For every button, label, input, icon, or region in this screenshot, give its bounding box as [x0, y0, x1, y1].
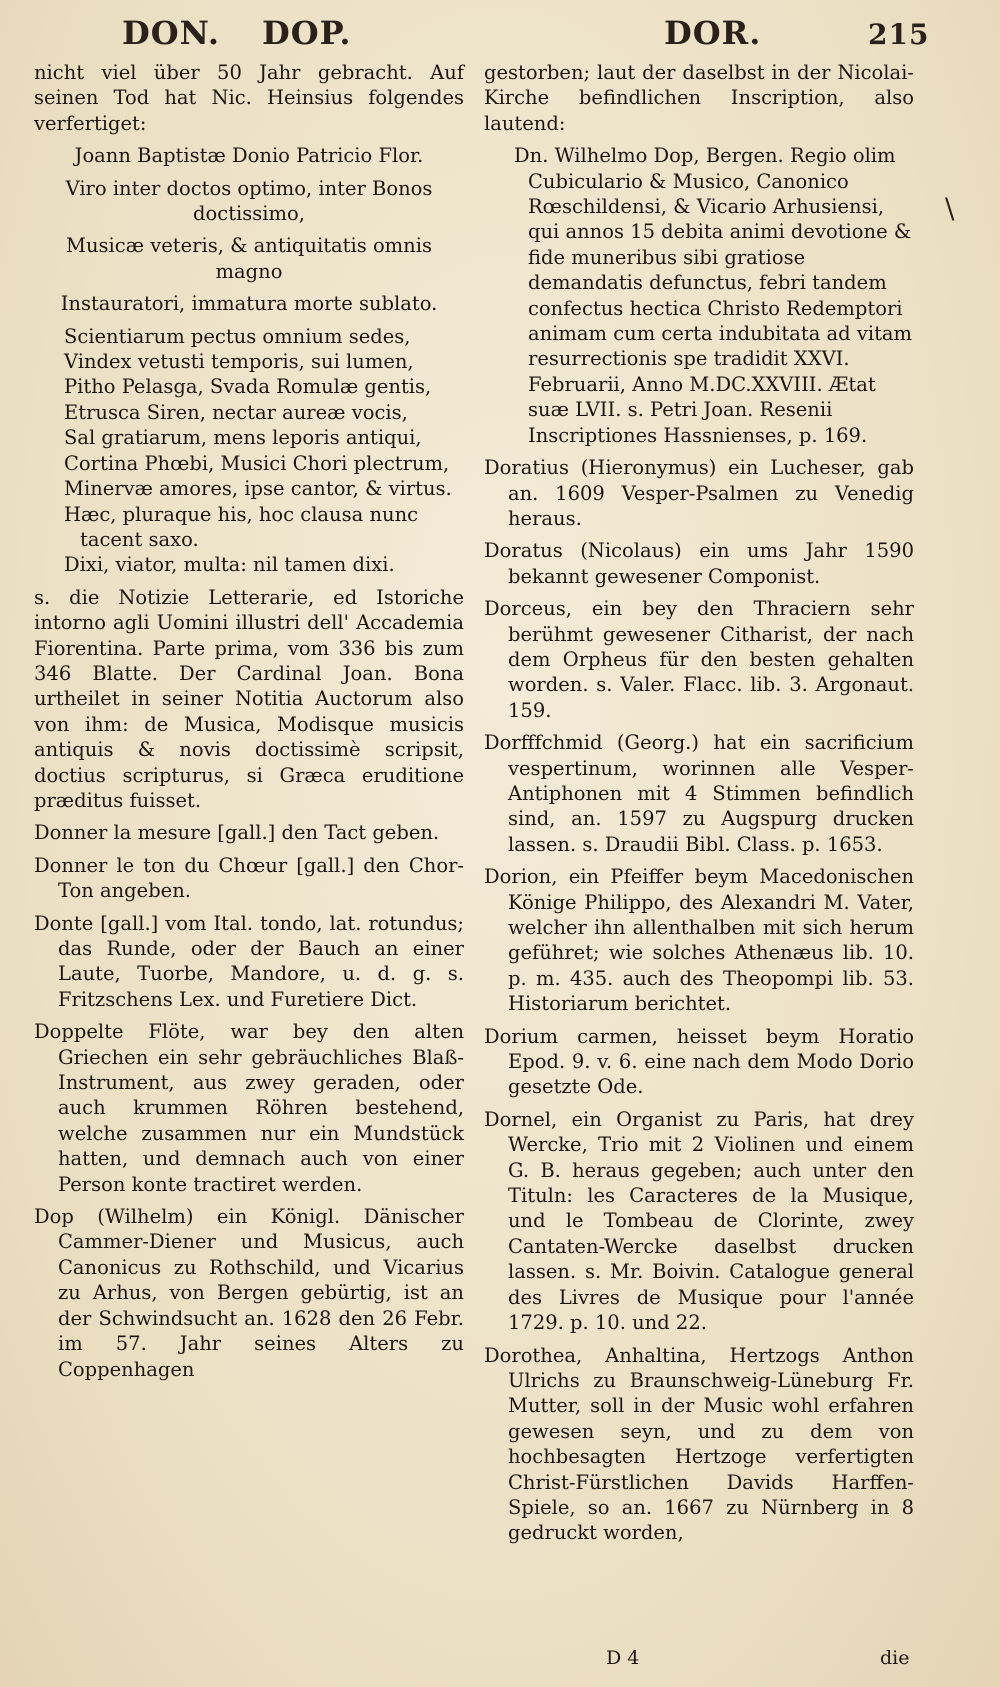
header-left-word-2: DOP.	[262, 14, 352, 52]
dictionary-entry: Dornel, ein Organist zu Paris, hat drey Wercke, Trio mit 2 Violinen und einem G. B. heraus gegeben; auch unter den Tituln: les Caracteres de la Musique, und le Tombeau de Clorinte, zwey Cantaten-Wercke daselbst drucken lassen. s. Mr. Boivin. Catalogue general des Livres de Musique pour l'année 1729. p. 10. und 22.	[484, 1107, 914, 1335]
verse-line: Vindex vetusti temporis, sui lumen,	[64, 350, 414, 374]
dedication-line: Musicæ veteris, & antiquitatis omnis magno	[66, 234, 432, 283]
verse-line: Sal gratiarum, mens leporis antiqui,	[64, 426, 422, 450]
dictionary-entry: Doratius (Hieronymus) ein Lucheser, gab an. 1609 Vesper-Psalmen zu Venedig heraus.	[484, 456, 914, 530]
text-paragraph: nicht viel über 50 Jahr gebracht. Auf seinen Tod hat Nic. Heinsius folgendes verfertiget:	[34, 61, 464, 135]
verse-block	[34, 324, 464, 578]
text-paragraph: gestorben; laut der daselbst in der Nicolai-Kirche befindlichen Inscription, also lautend:	[484, 61, 914, 135]
left-column	[34, 60, 464, 1389]
page-number: 215	[868, 18, 930, 51]
catchword: die	[880, 1647, 910, 1669]
verse-line: Etrusca Siren, nectar aureæ vocis,	[64, 400, 408, 424]
dictionary-entry: Dorceus, ein bey den Thraciern sehr berühmt gewesener Citharist, der nach dem Orpheus für den besten gehalten worden. s. Valer. Flacc. lib. 3. Argonaut. 159.	[484, 597, 914, 722]
margin-mark: \	[945, 192, 955, 225]
verse-line: Scientiarum pectus omnium sedes,	[64, 324, 411, 348]
dictionary-entry: Doppelte Flöte, war bey den alten Griechen ein sehr gebräuchliches Blaß-Instrument, aus zwey geraden, oder auch krummen Röhren bestehend, welche zusammen nur ein Mundstück hatten, und demnach auch von einer Person konte tractiret werden.	[34, 1020, 464, 1196]
right-column	[484, 60, 914, 1553]
text-paragraph: s. die Notizie Letterarie, ed Istoriche intorno agli Uomini illustri dell' Accademia Fiorentina. Parte prima, vom 336 bis zum 346 Blatte. Der Cardinal Joan. Bona urtheilet in seiner Notitia Auctorum also von ihm: de Musica, Modisque musicis antiquis & novis doctissimè scripsit, doctius scripturus, si Græca eruditione præditus fuisset.	[34, 585, 464, 812]
dictionary-entry: Dorion, ein Pfeiffer beym Macedonischen Könige Philippo, des Alexandri M. Vater, welcher ihn allenthalben mit sich herum geführet; wie solches Athenæus lib. 10. p. m. 435. auch des Theopompi lib. 53. Historiarum berichtet.	[484, 865, 914, 1016]
signature-mark: D 4	[606, 1647, 640, 1669]
dictionary-entry: Donte [gall.] vom Ital. tondo, lat. rotundus; das Runde, oder der Bauch an einer Laute, Tuorbe, Mandore, u. d. g. s. Fritzschens Lex. und Furetiere Dict.	[34, 911, 464, 1011]
header-left-word-1: DON.	[122, 14, 220, 52]
dictionary-entry: Doratus (Nicolaus) ein ums Jahr 1590 bekannt gewesener Componist.	[484, 539, 914, 588]
dictionary-entry: Dorfffchmid (Georg.) hat ein sacrificium vespertinum, worinnen alle Vesper-Antiphonen mit 4 Stimmen befindlich sind, an. 1597 zu Augspurg drucken lassen. s. Draudii Bibl. Class. p. 1653.	[484, 731, 914, 856]
header-right-word: DOR.	[664, 14, 762, 52]
dictionary-entry: Dop (Wilhelm) ein Königl. Dänischer Cammer-Diener und Musicus, auch Canonicus zu Rothschild, und Vicarius zu Arhus, von Bergen gebürtig, ist an der Schwindsucht an. 1628 den 26 Febr. im 57. Jahr seines Alters zu Coppenhagen	[34, 1205, 464, 1381]
dictionary-entry: Donner le ton du Chœur [gall.] den Chor-Ton angeben.	[34, 853, 464, 903]
text-paragraph: Dn. Wilhelmo Dop, Bergen. Regio olim Cubiculario & Musico, Canonico Rœschildensi, & Vicario Arhusiensi, qui annos 15 debita animi devotione & fide muneribus sibi gratiose demandatis defunctus, febri tandem confectus hectica Christo Redemptori animam cum certa indubitata ad vitam resurrectionis spe tradidit XXVI. Februarii, Anno M.DC.XXVIII. Ætat suæ LVII. s. Petri Joan. Resenii Inscriptiones Hassnienses, p. 169.	[514, 144, 913, 447]
dedication-line: Viro inter doctos optimo, inter Bonos doctissimo,	[65, 176, 433, 226]
verse-line: Pitho Pelasga, Svada Romulæ gentis,	[64, 375, 432, 399]
dictionary-entry: Dorothea, Anhaltina, Hertzogs Anthon Ulrichs zu Braunschweig-Lüneburg Fr. Mutter, soll in der Music wohl erfahren gewesen seyn, und zu dem von hochbesagten Hertzoge verfertigten Christ-Fürstlichen Davids Harffen-Spiele, so an. 1667 zu Nürnberg in 8 gedruckt worden,	[484, 1343, 914, 1545]
verse-line: Hæc, pluraque his, hoc clausa nunc tacent saxo.	[64, 502, 419, 551]
verse-line: Dixi, viator, multa: nil tamen dixi.	[64, 553, 395, 577]
verse-line: Minervæ amores, ipse cantor, & virtus.	[64, 477, 452, 501]
verse-line: Cortina Phœbi, Musici Chori plectrum,	[64, 451, 450, 475]
dedication-line: Instauratori, immatura morte sublato.	[60, 292, 438, 316]
dictionary-entry: Dorium carmen, heisset beym Horatio Epod. 9. v. 6. eine nach dem Modo Dorio gesetzte Ode.	[484, 1024, 914, 1099]
dictionary-entry: Donner la mesure [gall.] den Tact geben.	[34, 821, 440, 845]
dedication-line: Joann Baptistæ Donio Patricio Flor.	[74, 144, 424, 168]
